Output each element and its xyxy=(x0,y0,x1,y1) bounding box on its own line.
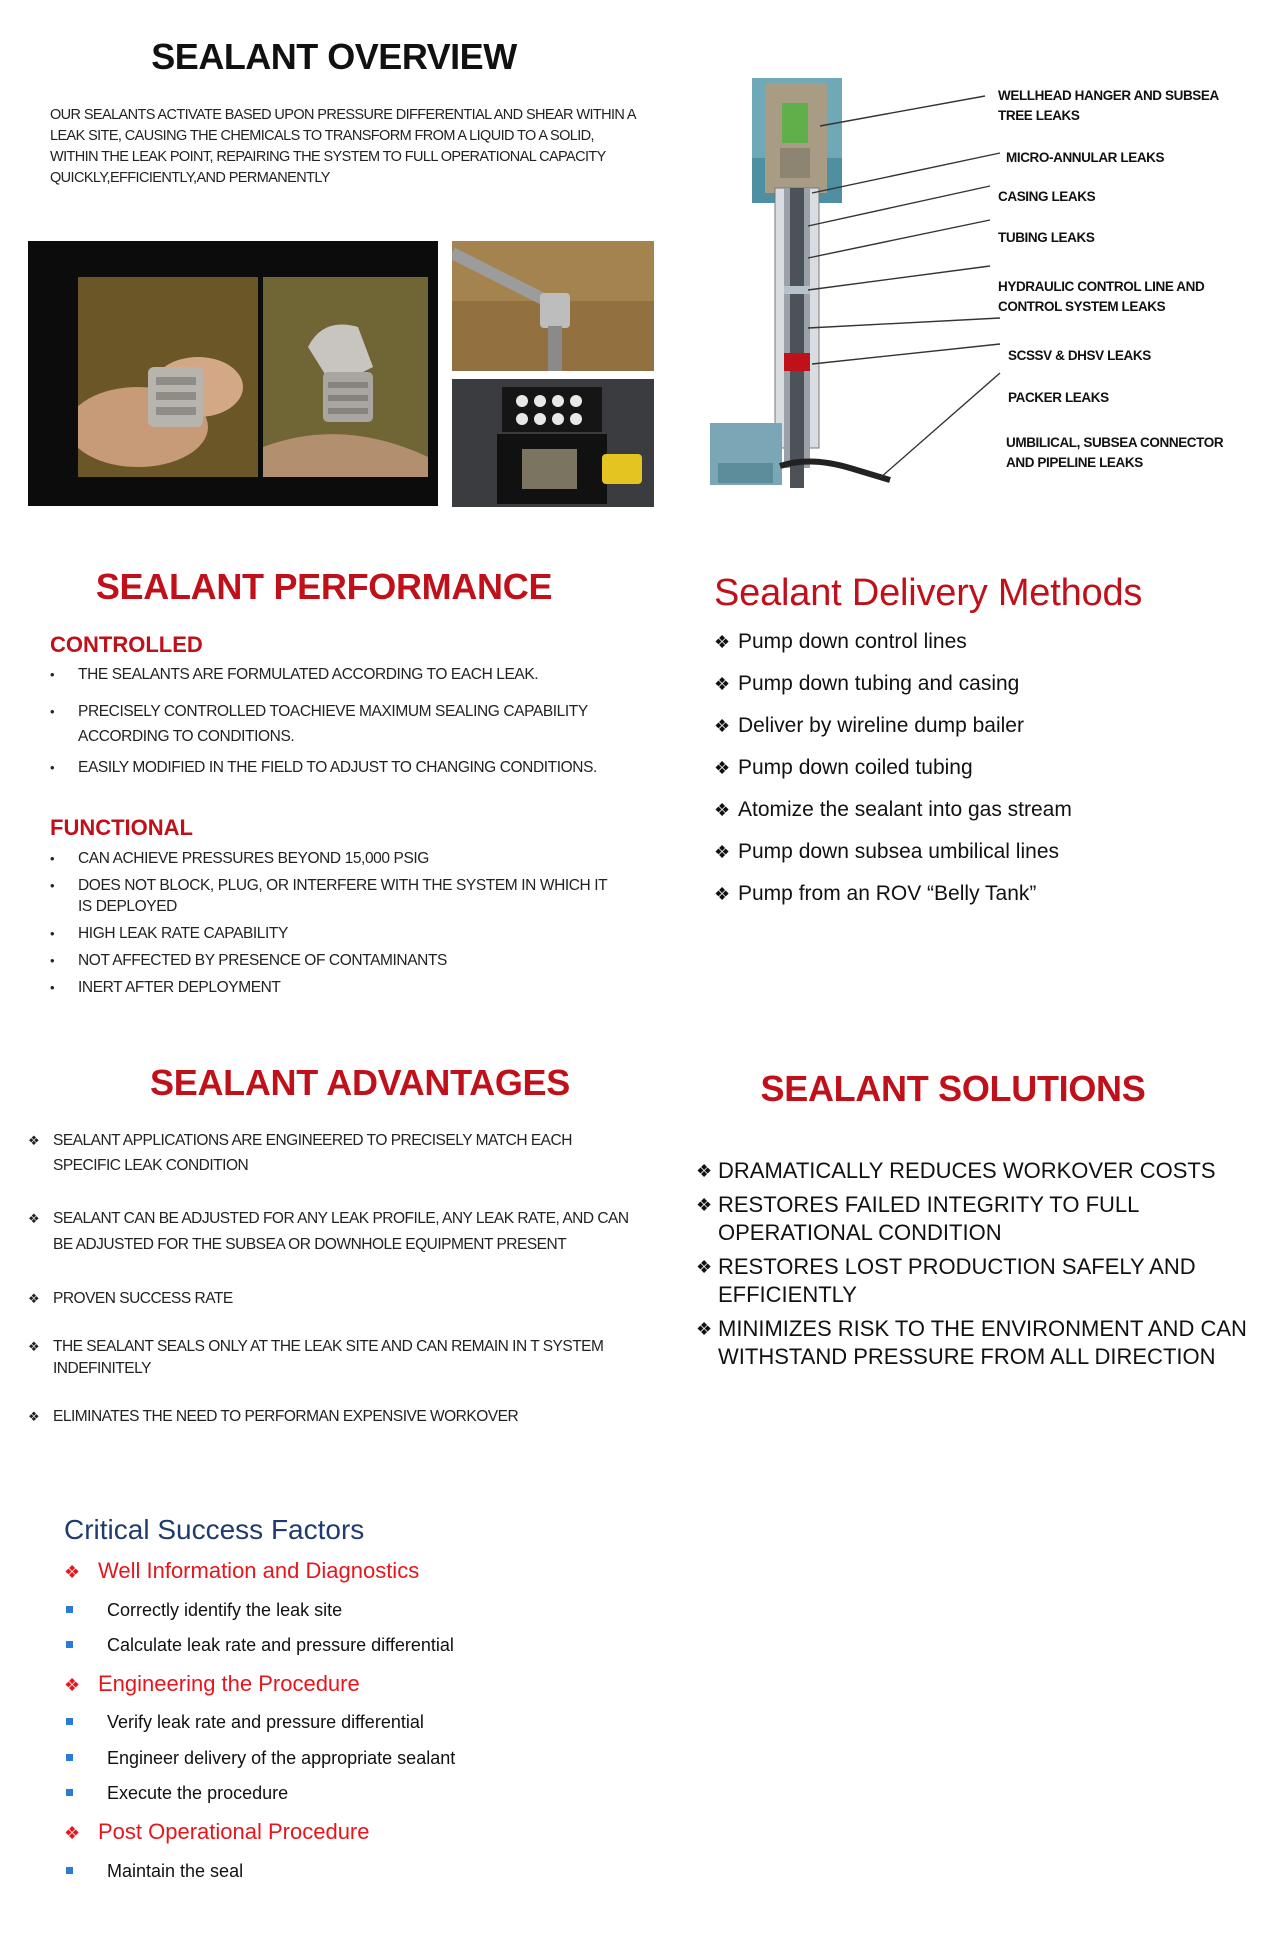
fitting-photo-left xyxy=(78,277,258,477)
list-item: • NOT AFFECTED BY PRESENCE OF CONTAMINANTS xyxy=(50,950,610,971)
list-item: ❖ PROVEN SUCCESS RATE xyxy=(28,1286,638,1311)
csf-title: Critical Success Factors xyxy=(64,1514,365,1545)
diamond-bullet-icon: ❖ xyxy=(714,884,731,904)
list-item: ❖ RESTORES FAILED INTEGRITY TO FULL OPERATIONAL CONDITION xyxy=(696,1192,1139,1245)
delivery-list xyxy=(714,621,1072,915)
well-label-packer: PACKER LEAKS xyxy=(1008,390,1109,405)
controlled-list xyxy=(50,664,630,778)
diamond-bullet-icon: ❖ xyxy=(696,1257,713,1277)
well-label-scssv: SCSSV & DHSV LEAKS xyxy=(1008,348,1151,363)
list-item: ❖ Pump down control lines xyxy=(714,621,1072,663)
functional-heading: FUNCTIONAL xyxy=(50,815,193,840)
diamond-bullet-icon: ❖ xyxy=(696,1195,713,1215)
diamond-bullet-icon: ❖ xyxy=(714,800,731,820)
diamond-bullet-icon: ❖ xyxy=(28,1133,40,1148)
list-item: ❖ Pump down subsea umbilical lines xyxy=(714,831,1072,873)
performance-title: SEALANT PERFORMANCE xyxy=(95,566,553,607)
diamond-bullet-icon: ❖ xyxy=(64,1823,81,1843)
well-label-casing: CASING LEAKS xyxy=(998,189,1096,204)
csf-heading-well-information: ❖ Well Information and Diagnostics xyxy=(64,1558,420,1583)
well-label-hydraulic: HYDRAULIC CONTROL LINE AND CONTROL SYSTEM LEAKS xyxy=(998,279,1205,314)
list-item: ❖ SEALANT APPLICATIONS ARE ENGINEERED TO PRECISELY MATCH EACH SPECIFIC LEAK CONDITION xyxy=(28,1128,638,1178)
diamond-bullet-icon: ❖ xyxy=(714,632,731,652)
diamond-bullet-icon: ❖ xyxy=(696,1319,713,1339)
advantages-list xyxy=(28,1128,638,1429)
list-item: ❖ DRAMATICALLY REDUCES WORKOVER COSTS xyxy=(696,1158,1216,1183)
list-item: • EASILY MODIFIED IN THE FIELD TO ADJUST TO CHANGING CONDITIONS. xyxy=(50,757,630,778)
fitting-photo xyxy=(28,241,438,506)
list-item: • DOES NOT BLOCK, PLUG, OR INTERFERE WITH THE SYSTEM IN WHICH IT IS DEPLOYED xyxy=(50,875,610,917)
square-bullet-icon xyxy=(66,1867,73,1874)
list-item: Correctly identify the leak site xyxy=(66,1600,342,1621)
list-item: ❖ SEALANT CAN BE ADJUSTED FOR ANY LEAK PROFILE, ANY LEAK RATE, AND CAN BE ADJUSTED FOR THE SUBSEA OR DOWNHOLE EQUIPMENT PRESENT xyxy=(28,1206,638,1258)
diamond-bullet-icon: ❖ xyxy=(714,716,731,736)
diamond-bullet-icon: ❖ xyxy=(28,1291,40,1306)
list-item: Execute the procedure xyxy=(66,1783,288,1804)
functional-list xyxy=(50,848,610,998)
solutions-title: SEALANT SOLUTIONS xyxy=(760,1068,1146,1109)
square-bullet-icon xyxy=(66,1606,73,1613)
list-item: ❖ Pump down coiled tubing xyxy=(714,747,1072,789)
list-item: ❖ RESTORES LOST PRODUCTION SAFELY AND EFFICIENTLY xyxy=(696,1254,1196,1307)
csf-heading-engineering: ❖ Engineering the Procedure xyxy=(64,1671,360,1696)
well-label-wellhead: WELLHEAD HANGER AND SUBSEA TREE LEAKS xyxy=(998,88,1219,123)
list-item: Calculate leak rate and pressure differential xyxy=(66,1635,454,1656)
well-diagram xyxy=(700,78,1280,518)
list-item: • HIGH LEAK RATE CAPABILITY xyxy=(50,923,610,944)
csf-heading-post-operational: ❖ Post Operational Procedure xyxy=(64,1819,370,1844)
list-item: ❖ Deliver by wireline dump bailer xyxy=(714,705,1072,747)
list-item: Engineer delivery of the appropriate sealant xyxy=(66,1748,455,1769)
diamond-bullet-icon: ❖ xyxy=(28,1211,40,1226)
list-item: • CAN ACHIEVE PRESSURES BEYOND 15,000 PSIG xyxy=(50,848,610,869)
diamond-bullet-icon: ❖ xyxy=(64,1675,81,1695)
list-item: ❖ Pump down tubing and casing xyxy=(714,663,1072,705)
list-item: ❖ MINIMIZES RISK TO THE ENVIRONMENT AND CAN WITHSTAND PRESSURE FROM ALL DIRECTION xyxy=(696,1316,1247,1369)
overview-text: OUR SEALANTS ACTIVATE BASED UPON PRESSURE DIFFERENTIAL AND SHEAR WITHIN A LEAK SITE, CAUSING THE CHEMICALS TO TRANSFORM FROM A LIQUID TO A SOLID, WITHIN THE LEAK POINT, REPAIRING THE SYSTEM TO FULL OPERATIONAL CAPACITY QUICKLY,EFFICIENTLY,AND PERMANENTLY xyxy=(50,107,636,186)
diamond-bullet-icon: ❖ xyxy=(714,758,731,778)
advantages-title: SEALANT ADVANTAGES xyxy=(150,1062,570,1103)
valve-photo xyxy=(452,241,654,371)
well-label-tubing: TUBING LEAKS xyxy=(998,230,1095,245)
fitting-photo-right xyxy=(263,277,428,477)
overview-title: SEALANT OVERVIEW xyxy=(151,36,517,77)
well-label-micro-annular: MICRO-ANNULAR LEAKS xyxy=(1006,150,1165,165)
well-label-umbilical: UMBILICAL, SUBSEA CONNECTOR AND PIPELINE LEAKS xyxy=(1006,435,1224,470)
diamond-bullet-icon: ❖ xyxy=(696,1161,713,1181)
diamond-bullet-icon: ❖ xyxy=(714,842,731,862)
list-item: • THE SEALANTS ARE FORMULATED ACCORDING TO EACH LEAK. xyxy=(50,664,630,685)
list-item: Verify leak rate and pressure differential xyxy=(66,1712,424,1733)
list-item: • INERT AFTER DEPLOYMENT xyxy=(50,977,610,998)
square-bullet-icon xyxy=(66,1754,73,1761)
diamond-bullet-icon: ❖ xyxy=(28,1339,40,1354)
list-item: ❖ Atomize the sealant into gas stream xyxy=(714,789,1072,831)
square-bullet-icon xyxy=(66,1789,73,1796)
list-item: • PRECISELY CONTROLLED TOACHIEVE MAXIMUM SEALING CAPABILITY ACCORDING TO CONDITIONS. xyxy=(50,699,630,749)
list-item: Maintain the seal xyxy=(66,1861,243,1882)
square-bullet-icon xyxy=(66,1641,73,1648)
list-item: ❖ Pump from an ROV “Belly Tank” xyxy=(714,873,1072,915)
list-item: ❖ ELIMINATES THE NEED TO PERFORMAN EXPENSIVE WORKOVER xyxy=(28,1404,638,1429)
list-item: ❖ THE SEALANT SEALS ONLY AT THE LEAK SITE AND CAN REMAIN IN T SYSTEM INDEFINITELY xyxy=(28,1338,604,1377)
diamond-bullet-icon: ❖ xyxy=(64,1562,81,1582)
diamond-bullet-icon: ❖ xyxy=(714,674,731,694)
diamond-bullet-icon: ❖ xyxy=(28,1409,40,1424)
equipment-case-photo xyxy=(452,379,654,507)
delivery-title: Sealant Delivery Methods xyxy=(714,572,1143,614)
solutions-list xyxy=(696,1157,1256,1377)
square-bullet-icon xyxy=(66,1718,73,1725)
controlled-heading: CONTROLLED xyxy=(50,632,203,657)
